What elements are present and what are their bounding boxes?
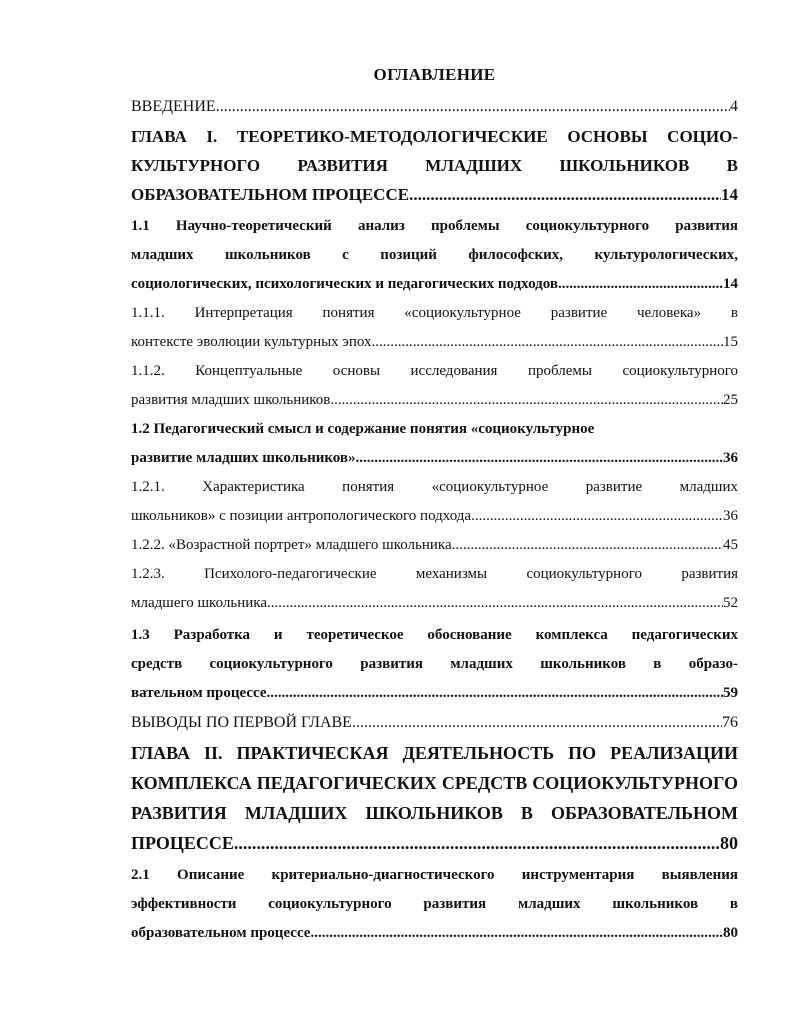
toc-entry-conclusions-chapter-1[interactable] [131, 708, 738, 738]
toc-page-number: 15 [723, 334, 738, 350]
toc-entry-text: ВВЕДЕНИЕ [131, 98, 216, 115]
toc-entry-chapter-1[interactable] [131, 122, 738, 209]
toc-leader-dots [356, 444, 723, 473]
toc-page-number: 14 [723, 276, 738, 292]
toc-entry-line: эффективности социокультурного развития младших школьников в [131, 896, 738, 912]
table-of-contents [131, 58, 738, 948]
toc-entry-text: младшего школьника [131, 595, 267, 611]
toc-entry-text: социологических, психологических и педагогических подходов [131, 276, 558, 292]
toc-leader-dots [409, 180, 721, 209]
toc-leader-dots [352, 708, 722, 738]
toc-entry-section-1-3[interactable] [131, 621, 738, 708]
toc-entry-text: ОБРАЗОВАТЕЛЬНОМ ПРОЦЕССЕ [131, 185, 410, 204]
toc-entry-text: развития младших школьников [131, 392, 331, 408]
toc-entry-line: ГЛАВА I. ТЕОРЕТИКО-МЕТОДОЛОГИЧЕСКИЕ ОСНОВЫ СОЦИО- [131, 127, 738, 146]
toc-entry-subsection-1-2-2[interactable] [131, 531, 738, 560]
toc-entry-text: 1.2.2. «Возрастной портрет» младшего школьника [131, 537, 452, 553]
toc-entry-line: КУЛЬТУРНОГО РАЗВИТИЯ МЛАДШИХ ШКОЛЬНИКОВ В [131, 156, 738, 175]
toc-page-number: 4 [730, 98, 738, 115]
toc-page-number: 36 [723, 508, 738, 524]
toc-leader-dots [372, 328, 723, 357]
toc-page-number: 59 [723, 685, 738, 701]
toc-entry-subsection-1-1-1[interactable] [131, 299, 738, 357]
toc-entry-section-1-1[interactable] [131, 212, 738, 299]
toc-page-number: 80 [723, 925, 738, 941]
toc-entry-section-1-2[interactable] [131, 415, 738, 473]
toc-page-number: 25 [723, 392, 738, 408]
toc-entry-line: 1.2 Педагогический смысл и содержание понятия «социокультурное [131, 421, 595, 437]
toc-entry-line: 1.2.1. Характеристика понятия «социокультурное развитие младших [131, 479, 738, 495]
toc-entry-text: школьников» с позиции антропологического подхода [131, 508, 472, 524]
toc-page-number: 14 [721, 185, 738, 204]
toc-leader-dots [234, 828, 720, 858]
toc-entry-text: развитие младших школьников» [131, 450, 356, 466]
toc-page-number: 36 [723, 450, 738, 466]
toc-entry-subsection-1-1-2[interactable] [131, 357, 738, 415]
toc-page-number: 80 [720, 833, 738, 853]
toc-title: ОГЛАВЛЕНИЕ [373, 65, 496, 84]
toc-leader-dots [330, 386, 723, 415]
toc-entry-text: образовательном процессе [131, 925, 311, 941]
toc-entry-line: ГЛАВА II. ПРАКТИЧЕСКАЯ ДЕЯТЕЛЬНОСТЬ ПО РЕАЛИЗАЦИИ [131, 743, 738, 763]
toc-leader-dots [310, 919, 723, 948]
toc-entry-line: РАЗВИТИЯ МЛАДШИХ ШКОЛЬНИКОВ В ОБРАЗОВАТЕЛЬНОМ [131, 803, 738, 823]
toc-leader-dots [216, 92, 730, 122]
toc-entry-text: ПРОЦЕССЕ [131, 833, 234, 853]
toc-entry-line: 1.1.2. Концептуальные основы исследования проблемы социокультурного [131, 363, 738, 379]
toc-leader-dots [267, 679, 723, 708]
toc-entry-line: 2.1 Описание критериально-диагностического инструментария выявления [131, 867, 738, 883]
toc-leader-dots [558, 270, 723, 299]
toc-leader-dots [471, 502, 723, 531]
toc-entry-line: КОМПЛЕКСА ПЕДАГОГИЧЕСКИХ СРЕДСТВ СОЦИОКУЛЬТУРНОГО [131, 773, 738, 793]
toc-entry-line: 1.3 Разработка и теоретическое обоснование комплекса педагогических [131, 627, 738, 643]
toc-entry-line: 1.1.1. Интерпретация понятия «социокультурное развитие человека» в [131, 305, 738, 321]
toc-entry-subsection-1-2-3[interactable] [131, 560, 738, 618]
toc-entry-subsection-1-2-1[interactable] [131, 473, 738, 531]
toc-entry-text: контексте эволюции культурных эпох [131, 334, 372, 350]
toc-page-number: 45 [723, 537, 738, 553]
toc-entry-line: младших школьников с позиций философских, культурологических, [131, 247, 738, 263]
toc-entry-line: 1.1 Научно-теоретический анализ проблемы социокультурного развития [131, 218, 738, 234]
toc-entry-line: средств социокультурного развития младших школьников в образо- [131, 656, 738, 672]
toc-entry-chapter-2[interactable] [131, 738, 738, 858]
toc-entry-text: ВЫВОДЫ ПО ПЕРВОЙ ГЛАВЕ [131, 714, 352, 731]
toc-entry-text: вательном процессе [131, 685, 267, 701]
toc-leader-dots [452, 531, 723, 560]
toc-entry-line: 1.2.3. Психолого-педагогические механизмы социокультурного развития [131, 566, 738, 582]
toc-page-number: 76 [722, 714, 738, 731]
toc-page-number: 52 [723, 595, 738, 611]
toc-entry-introduction[interactable] [131, 92, 738, 122]
toc-leader-dots [267, 589, 723, 618]
toc-entry-section-2-1[interactable] [131, 861, 738, 948]
